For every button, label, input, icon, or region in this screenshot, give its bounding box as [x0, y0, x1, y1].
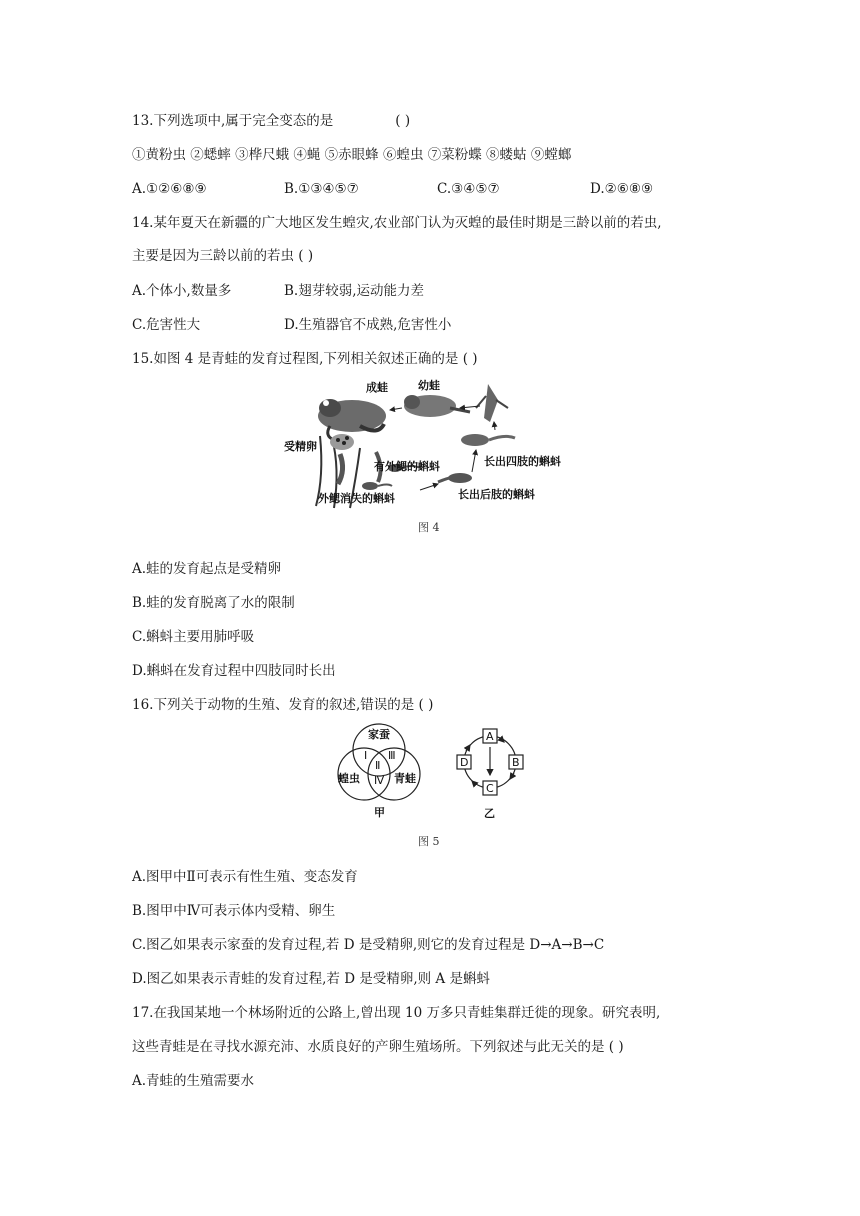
q13-stem-text: 13.下列选项中,属于完全变态的是 [132, 113, 334, 129]
q14-option-d: D.生殖器官不成熟,危害性小 [284, 317, 452, 333]
cycle-arrows [390, 406, 495, 490]
q15-option-b: B.蛙的发育脱离了水的限制 [132, 595, 295, 611]
q13-option-b: B.①③④⑤⑦ [284, 181, 359, 197]
label-hind-limbs-tadpole: 长出后肢的蝌蚪 [458, 488, 535, 501]
q16-option-d: D.图乙如果表示青蛙的发育过程,若 D 是受精卵,则 A 是蝌蚪 [132, 971, 490, 987]
froglet-drawing [404, 395, 470, 417]
venn-diagram-figure [332, 718, 428, 822]
q15-option-a: A.蛙的发育起点是受精卵 [132, 561, 282, 577]
q14-option-b: B.翅芽较弱,运动能力差 [284, 283, 425, 299]
q16-option-c: C.图乙如果表示家蚕的发育过程,若 D 是受精卵,则它的发育过程是 D→A→B→C [132, 937, 605, 953]
cycle-label-d: D [460, 756, 469, 769]
label-fertilized-egg: 受精卵 [284, 440, 317, 453]
q14-stem-line1: 14.某年夏天在新疆的广大地区发生蝗灾,农业部门认为灭蝗的最佳时期是三龄以前的若虫, [132, 215, 662, 231]
q13-stem [132, 111, 410, 131]
cycle-label-b: B [512, 756, 520, 769]
q15-option-d: D.蝌蚪在发育过程中四肢同时长出 [132, 663, 336, 679]
label-external-gills-tadpole: 有外鳃的蝌蚪 [374, 460, 440, 473]
q14-option-a: A.个体小,数量多 [132, 283, 232, 299]
q17-stem-line1: 17.在我国某地一个林场附近的公路上,曾出现 10 万多只青蛙集群迁徙的现象。研究表明, [132, 1005, 661, 1021]
q17-stem-line2: 这些青蛙是在寻找水源充沛、水质良好的产卵生殖场所。下列叙述与此无关的是 ( ) [132, 1039, 624, 1055]
venn-label-frog: 青蛙 [394, 772, 416, 785]
development-cycle-figure [450, 725, 530, 823]
venn-region-4: Ⅳ [374, 774, 385, 787]
cycle-label-a: A [486, 730, 494, 743]
q15-stem: 15.如图 4 是青蛙的发育过程图,下列相关叙述正确的是 ( ) [132, 351, 478, 367]
venn-region-3: Ⅲ [388, 749, 396, 762]
q17-option-a: A.青蛙的生殖需要水 [132, 1073, 255, 1089]
label-four-limbs-tadpole: 长出四肢的蝌蚪 [484, 455, 561, 468]
q16-option-a: A.图甲中Ⅱ可表示有性生殖、变态发育 [132, 869, 358, 885]
q16-option-b: B.图甲中Ⅳ可表示体内受精、卵生 [132, 903, 336, 919]
q13-option-d: D.②⑥⑧⑨ [590, 181, 654, 197]
label-adult-frog: 成蛙 [366, 381, 388, 394]
venn-label-locust: 蝗虫 [338, 772, 360, 785]
q15-option-c: C.蝌蚪主要用肺呼吸 [132, 629, 255, 645]
tailed-froglet-drawing [476, 384, 508, 422]
q14-stem-line2: 主要是因为三龄以前的若虫 ( ) [132, 248, 314, 264]
q14-option-c: C.危害性大 [132, 317, 201, 333]
figure-4-caption: 图 4 [418, 521, 440, 534]
adult-frog-drawing [318, 399, 386, 440]
q13-answer-paren: ( ) [395, 113, 411, 129]
venn-figure-label: 甲 [374, 806, 385, 819]
venn-label-silkworm: 家蚕 [368, 728, 390, 741]
q13-option-a: A.①②⑥⑧⑨ [132, 181, 207, 197]
figure-5-caption: 图 5 [418, 835, 440, 848]
q13-option-c: C.③④⑤⑦ [437, 181, 500, 197]
cycle-label-c: C [486, 782, 494, 795]
frog-life-cycle-figure [284, 378, 590, 510]
label-gills-gone-tadpole: 外鳃消失的蝌蚪 [318, 492, 395, 505]
q13-items: ①黄粉虫 ②蟋蟀 ③桦尺蛾 ④蝇 ⑤赤眼蜂 ⑥蝗虫 ⑦菜粉蝶 ⑧蝼蛄 ⑨螳螂 [132, 147, 572, 163]
label-froglet: 幼蛙 [418, 379, 440, 392]
venn-region-2: Ⅱ [375, 759, 381, 772]
q16-stem: 16.下列关于动物的生殖、发育的叙述,错误的是 ( ) [132, 697, 434, 713]
cycle-figure-label: 乙 [484, 807, 495, 820]
venn-region-1: Ⅰ [364, 749, 368, 762]
